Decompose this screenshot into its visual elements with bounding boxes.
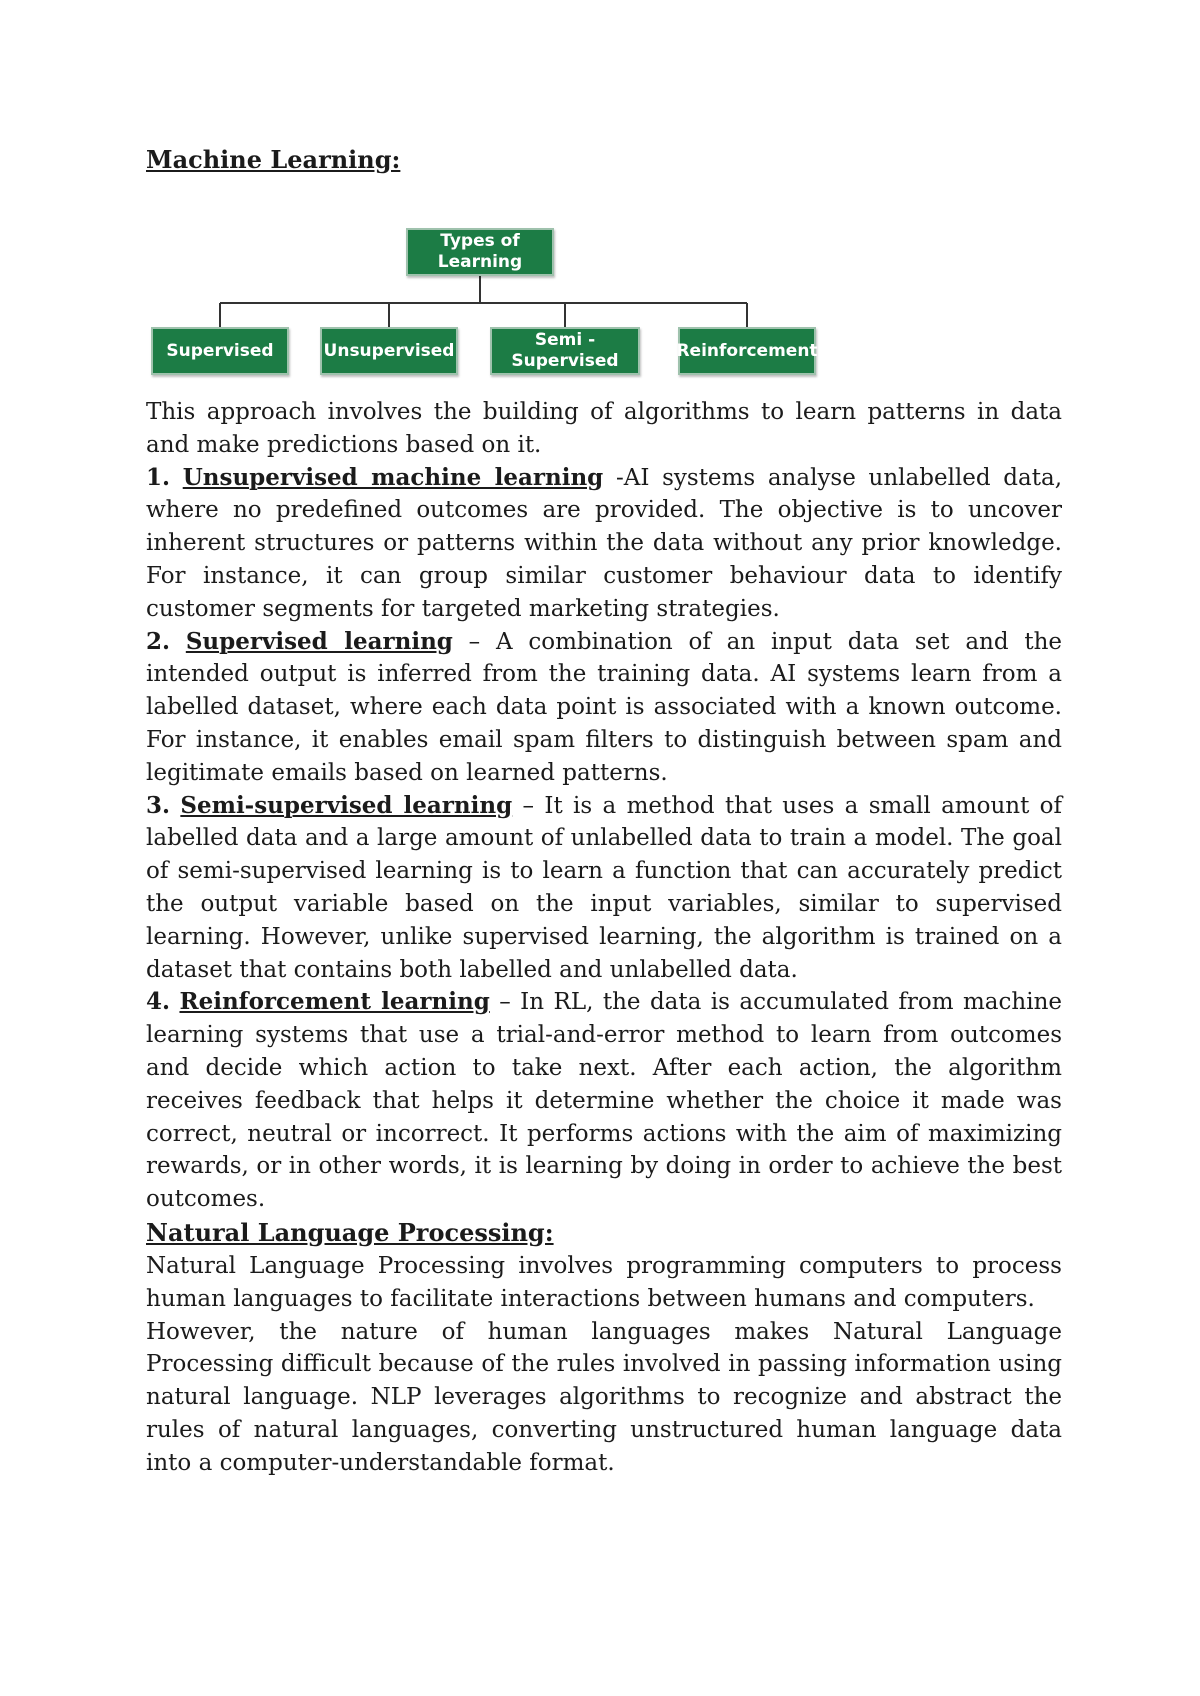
diagram-node-semi-supervised: Semi - Supervised [490,327,640,375]
diagram-node-supervised: Supervised [151,327,289,375]
item-term: Reinforcement learning [179,988,490,1016]
item-term: Supervised learning [185,627,453,655]
item-number: 1. [146,463,171,491]
document-page [146,143,1062,1480]
diagram-node-reinforcement: Reinforcement [678,327,816,375]
list-item-supervised [146,626,1062,790]
item-text: – In RL, the data is accumulated from machine learning systems that use a trial-and-error method to learn from outcomes and decide which action to take next. After each action, the algorithm receives feedback that helps it determine whether the choice it made was correct, neutral or incorrect. It performs actions with the aim of maximizing rewards, or in other words, it is learning by doing in order to achieve the best outcomes. [146,989,1062,1213]
item-text: -AI systems analyse unlabelled data, where no predefined outcomes are provided. The objective is to uncover inherent structures or patterns within the data without any prior knowledge. For instance, it can group similar customer behaviour data to identify customer segments for targeted marketing strategies. [146,464,1063,622]
list-item-semi-supervised [146,790,1062,987]
item-text: – It is a method that uses a small amount of labelled data and a large amount of unlabelled data to train a model. The goal of semi-supervised learning is to learn a function that can accurately predict the output variable based on the input variables, similar to supervised learning. However, unlike supervised learning, the algorithm is trained on a dataset that contains both labelled and unlabelled data. [146,792,1063,983]
item-number: 4. [146,988,171,1016]
diagram-root-types-of-learning: Types of Learning [406,228,554,276]
nlp-paragraph-2: However, the nature of human languages makes Natural Language Processing difficult because of the rules involved in passing information using natural language. NLP leverages algorithms to recognize and abstract the rules of natural languages, converting unstructured human language data into a computer-understandable format. [146,1318,1062,1476]
item-text: – A combination of an input data set and the intended output is inferred from the training data. AI systems learn from a labelled dataset, where each data point is associated with a known outcome. For instance, it enables email spam filters to distinguish between spam and legitimate emails based on learned patterns. [146,628,1063,786]
item-number: 2. [146,627,171,655]
diagram-node-unsupervised: Unsupervised [320,327,458,375]
item-number: 3. [146,791,171,819]
item-term: Semi-supervised learning [180,791,513,819]
heading-nlp: Natural Language Processing: [146,1217,554,1247]
list-item-reinforcement [146,986,1062,1216]
heading-machine-learning: Machine Learning: [146,145,401,174]
list-item-unsupervised [146,462,1062,626]
item-term: Unsupervised machine learning [182,463,604,491]
intro-paragraph: This approach involves the building of algorithms to learn patterns in data and make predictions based on it. [146,399,1062,458]
types-of-learning-diagram [146,181,1062,381]
nlp-paragraph-1: Natural Language Processing involves programming computers to process human languages to facilitate interactions between humans and computers. [146,1252,1062,1312]
